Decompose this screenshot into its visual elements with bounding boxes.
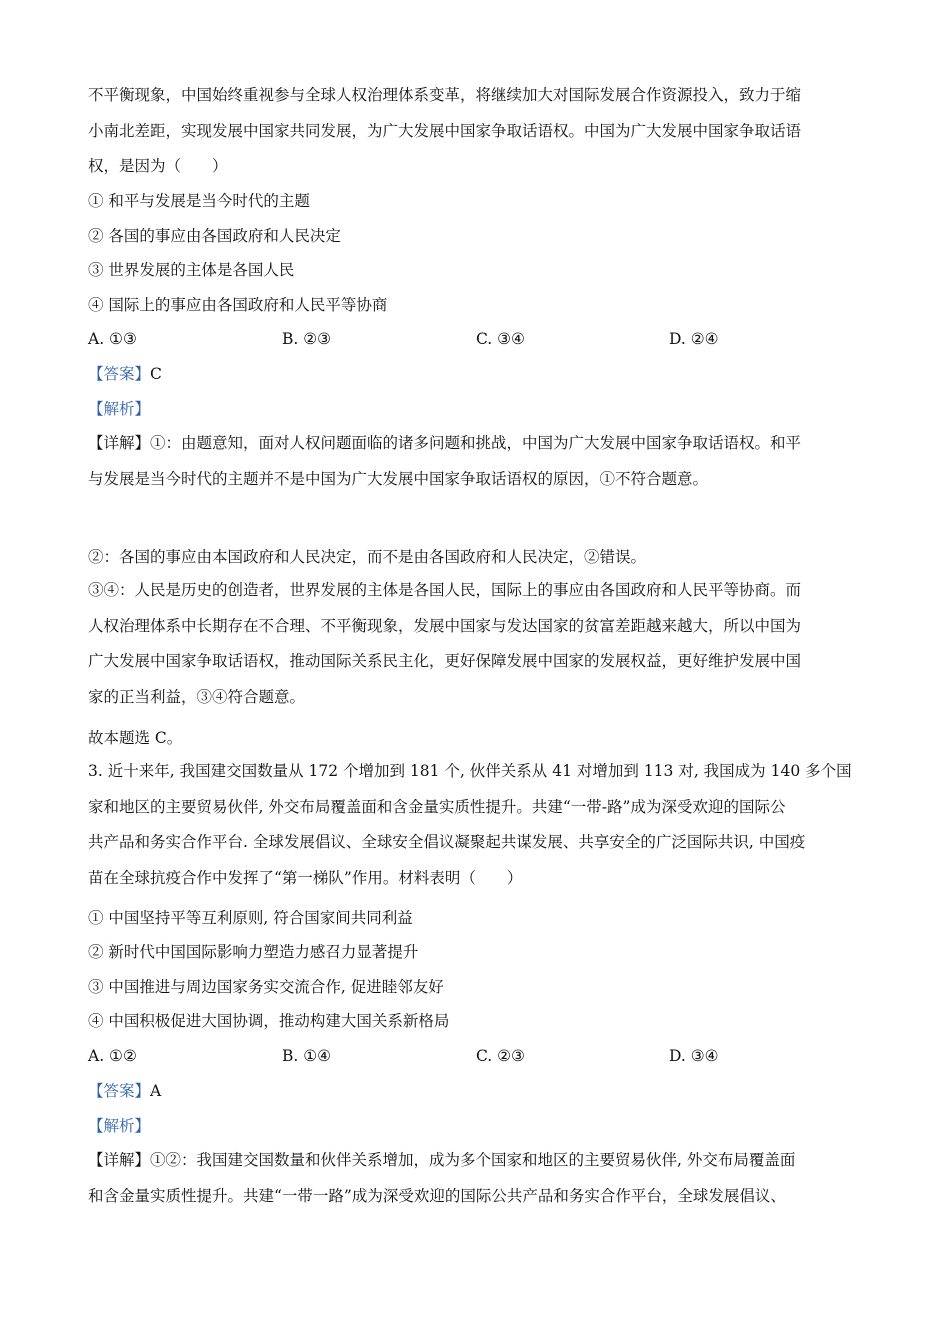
q3-stem-line: 家和地区的主要贸易伙伴, 外交布局覆盖面和含金量实质性提升。共建“一带-路”成为深受欢迎的国际公 <box>88 797 786 816</box>
answer-tag: 【答案】 <box>88 365 151 383</box>
q2-statement-2: ② 各国的事应由各国政府和人民决定 <box>88 227 341 245</box>
q2-statement-4: ④ 国际上的事应由各国政府和人民平等协商 <box>88 296 388 314</box>
answer-value: A <box>150 1082 162 1100</box>
q3-detail <box>88 1143 863 1214</box>
q2-stem-line: 权，是因为（ ） <box>88 157 228 175</box>
q3-stem <box>88 754 863 896</box>
q3-option-b: B. ①④ <box>282 1047 332 1065</box>
q3-option-d: D. ③④ <box>669 1047 719 1065</box>
q2-explain-line: ③④：人民是历史的创造者，世界发展的主体是各国人民，国际上的事应由各国政府和人民平等协商。而 <box>88 581 802 599</box>
q2-detail-line: 与发展是当今时代的主题并不是中国为广大发展中国家争取话语权的原因，①不符合题意。 <box>88 469 709 488</box>
q3-stem-line: 3. 近十来年, 我国建交国数量从 172 个增加到 181 个, 伙伴关系从 41 对增加到 113 对, 我国成为 140 多个国 <box>88 762 852 780</box>
q3-statement-3: ③ 中国推进与周边国家务实交流合作, 促进睦邻友好 <box>88 978 444 996</box>
q2-conclusion: 故本题选 C。 <box>88 729 183 747</box>
q2-stem-line: 小南北差距，实现发展中国家共同发展，为广大发展中国家争取话语权。中国为广大发展中国家争取话语 <box>88 121 802 140</box>
q3-statement-1: ① 中国坚持平等互利原则, 符合国家间共同利益 <box>88 909 413 927</box>
q2-option-b: B. ②③ <box>282 330 332 348</box>
q3-analysis-heading <box>88 1115 150 1137</box>
q2-explain-2: ②：各国的事应由本国政府和人民决定，而不是由各国政府和人民决定，②错误。 <box>88 548 647 566</box>
q2-explain-line: 人权治理体系中长期存在不合理、不平衡现象，发展中国家与发达国家的贫富差距越来越大，所以中国为 <box>88 616 802 635</box>
q2-stem <box>88 78 863 185</box>
q2-explain-34 <box>88 573 863 715</box>
q3-stem-line: 共产品和务实合作平台. 全球发展倡议、全球安全倡议凝聚起共谋发展、共享安全的广泛国际共识, 中国疫 <box>88 833 806 851</box>
q2-statement-1: ① 和平与发展是当今时代的主题 <box>88 192 310 210</box>
q2-analysis-heading <box>88 398 150 420</box>
q2-explain-line: 家的正当利益，③④符合题意。 <box>88 687 306 706</box>
q2-statement-3: ③ 世界发展的主体是各国人民 <box>88 261 295 279</box>
q3-detail-line: 和含金量实质性提升。共建“一带一路”成为深受欢迎的国际公共产品和务实合作平台，全球发展倡议、 <box>88 1186 786 1205</box>
detail-tag: 【详解】 <box>88 1151 151 1169</box>
analysis-tag: 【解析】 <box>88 1117 151 1135</box>
q2-option-d: D. ②④ <box>669 330 719 348</box>
detail-tag: 【详解】 <box>88 434 151 452</box>
q2-explain-line: 广大发展中国家争取话语权，推动国际关系民主化，更好保障发展中国家的发展权益，更好维护发展中国 <box>88 652 802 670</box>
q3-option-a: A. ①② <box>88 1047 137 1065</box>
q2-detail-line: 【详解】①：由题意知，面对人权问题面临的诸多问题和挑战，中国为广大发展中国家争取话语权。和平 <box>88 434 802 452</box>
q2-answer <box>88 363 162 385</box>
q2-stem-line: 不平衡现象，中国始终重视参与全球人权治理体系变革，将继续加大对国际发展合作资源投入，致力于缩 <box>88 86 802 104</box>
analysis-tag: 【解析】 <box>88 400 151 418</box>
q2-option-a: A. ①③ <box>88 330 137 348</box>
q3-statement-2: ② 新时代中国国际影响力塑造力感召力显著提升 <box>88 943 419 961</box>
q3-option-c: C. ②③ <box>476 1047 525 1065</box>
q2-detail <box>88 426 863 497</box>
q2-option-c: C. ③④ <box>476 330 525 348</box>
q3-statement-4: ④ 中国积极促进大国协调，推动构建大国关系新格局 <box>88 1012 450 1030</box>
q3-detail-line: 【详解】①②：我国建交国数量和伙伴关系增加，成为多个国家和地区的主要贸易伙伴, 外交布局覆盖面 <box>88 1151 796 1169</box>
answer-tag: 【答案】 <box>88 1082 151 1100</box>
q3-stem-line: 苗在全球抗疫合作中发挥了“第一梯队”作用。材料表明（ ） <box>88 868 523 887</box>
q3-answer <box>88 1080 161 1102</box>
answer-value: C <box>150 365 162 383</box>
